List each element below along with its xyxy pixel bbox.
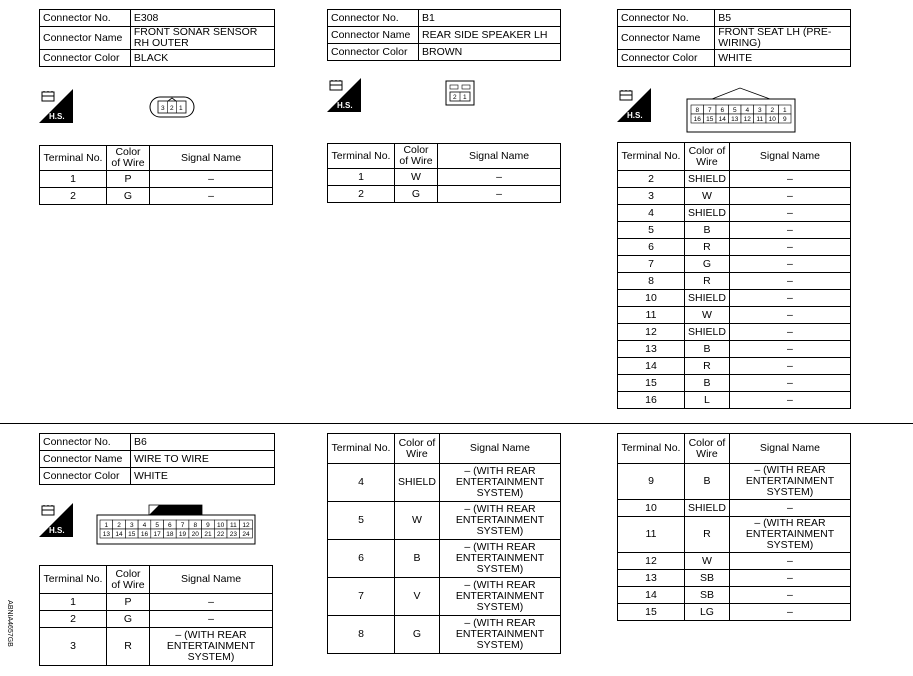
- terminal-no: 16: [618, 392, 685, 409]
- hs-label: H.S.: [49, 112, 65, 121]
- pin-label: 14: [115, 531, 123, 538]
- signal-name: – (WITH REAR ENTERTAINMENT SYSTEM): [729, 464, 850, 500]
- pin-label: 1: [782, 107, 787, 114]
- signal-name: –: [438, 186, 561, 203]
- signal-name: –: [729, 375, 850, 392]
- wire-color: L: [685, 392, 730, 409]
- terminal-table-b6: [39, 565, 273, 666]
- terminal-no: 2: [40, 611, 107, 628]
- pin-label: 2: [453, 94, 457, 101]
- terminal-no: 6: [328, 540, 395, 578]
- connector-color-value: BROWN: [419, 44, 561, 61]
- terminal-no: 4: [328, 464, 395, 502]
- table-row: [618, 517, 851, 553]
- signal-name: – (WITH REAR ENTERTAINMENT SYSTEM): [439, 578, 560, 616]
- label-connector-name: Connector Name: [40, 27, 131, 50]
- table-row: [618, 375, 851, 392]
- pin-label: 6: [168, 522, 172, 529]
- signal-name: –: [729, 171, 850, 188]
- terminal-no: 14: [618, 587, 685, 604]
- signal-name: –: [729, 604, 850, 621]
- wire-color: V: [395, 578, 440, 616]
- connector-face-b6: [96, 503, 256, 545]
- harness-side-icon: [39, 89, 73, 123]
- pin-label: 15: [706, 116, 714, 123]
- wire-color: R: [685, 517, 730, 553]
- connector-name-value: FRONT SONAR SENSOR RH OUTER: [130, 27, 274, 50]
- table-row: [40, 611, 273, 628]
- wire-color: P: [107, 171, 150, 188]
- header-color-of-wire: Color of Wire: [685, 434, 730, 464]
- header-signal-name: Signal Name: [439, 434, 560, 464]
- figure-code: ABNIA4657GB: [5, 600, 13, 647]
- table-row: [618, 587, 851, 604]
- pin-label: 21: [204, 531, 212, 538]
- signal-name: –: [729, 553, 850, 570]
- pin-label: 10: [768, 116, 776, 123]
- terminal-no: 12: [618, 324, 685, 341]
- table-row: [618, 570, 851, 587]
- terminal-no: 11: [618, 307, 685, 324]
- connector-info-e308: [39, 9, 275, 67]
- table-row: [618, 324, 851, 341]
- wire-color: R: [685, 239, 730, 256]
- terminal-no: 15: [618, 375, 685, 392]
- table-row: [40, 171, 273, 188]
- header-signal-name: Signal Name: [438, 144, 561, 169]
- pin-label: 3: [757, 107, 762, 114]
- label-connector-name: Connector Name: [328, 27, 419, 44]
- header-signal-name: Signal Name: [150, 146, 273, 171]
- terminal-no: 10: [618, 500, 685, 517]
- pin-label: 2: [170, 105, 174, 112]
- terminal-table-e308: [39, 145, 273, 205]
- signal-name: – (WITH REAR ENTERTAINMENT SYSTEM): [150, 628, 273, 666]
- signal-name: –: [729, 239, 850, 256]
- pin-label: 13: [731, 116, 739, 123]
- wire-color: R: [107, 628, 150, 666]
- table-row: [618, 358, 851, 375]
- wire-color: B: [685, 341, 730, 358]
- pin-label: 3: [161, 105, 165, 112]
- header-signal-name: Signal Name: [150, 566, 273, 594]
- wire-color: B: [685, 464, 730, 500]
- pin-label: 11: [756, 116, 764, 123]
- terminal-table-b5: [617, 142, 851, 409]
- pin-label: 3: [129, 522, 134, 529]
- wire-color: B: [685, 222, 730, 239]
- wire-color: W: [685, 307, 730, 324]
- hs-label: H.S.: [49, 526, 65, 535]
- header-color-of-wire: Color of Wire: [395, 144, 438, 169]
- header-signal-name: Signal Name: [729, 143, 850, 171]
- pin-label: 9: [206, 522, 210, 529]
- pin-label: 1: [463, 94, 467, 101]
- pin-label: 18: [166, 531, 174, 538]
- connector-no-value: B5: [715, 10, 851, 27]
- wire-color: W: [395, 169, 438, 186]
- table-row: [618, 307, 851, 324]
- table-row: [618, 290, 851, 307]
- wire-color: SHIELD: [395, 464, 440, 502]
- table-row: [618, 273, 851, 290]
- wire-color: G: [107, 188, 150, 205]
- wire-color: R: [685, 358, 730, 375]
- wire-color: SHIELD: [685, 171, 730, 188]
- table-row: [40, 188, 273, 205]
- pin-label: 5: [155, 522, 159, 529]
- signal-name: –: [729, 222, 850, 239]
- terminal-no: 13: [618, 341, 685, 358]
- signal-name: – (WITH REAR ENTERTAINMENT SYSTEM): [439, 464, 560, 502]
- signal-name: –: [729, 570, 850, 587]
- header-color-of-wire: Color of Wire: [395, 434, 440, 464]
- pin-label: 17: [153, 531, 161, 538]
- connector-name-value: FRONT SEAT LH (PRE-WIRING): [715, 27, 851, 50]
- signal-name: –: [729, 587, 850, 604]
- label-connector-name: Connector Name: [618, 27, 715, 50]
- wire-color: G: [685, 256, 730, 273]
- terminal-no: 1: [40, 594, 107, 611]
- table-row: [618, 464, 851, 500]
- label-connector-color: Connector Color: [328, 44, 419, 61]
- table-row: [328, 502, 561, 540]
- table-row: [328, 540, 561, 578]
- pin-label: 7: [707, 107, 712, 114]
- terminal-no: 14: [618, 358, 685, 375]
- wire-color: SB: [685, 570, 730, 587]
- connector-face-b1: [445, 80, 475, 106]
- signal-name: – (WITH REAR ENTERTAINMENT SYSTEM): [439, 502, 560, 540]
- wire-color: B: [685, 375, 730, 392]
- table-row: [618, 222, 851, 239]
- terminal-no: 4: [618, 205, 685, 222]
- hs-label: H.S.: [337, 101, 353, 110]
- table-row: [328, 186, 561, 203]
- terminal-no: 7: [618, 256, 685, 273]
- pin-label: 23: [229, 531, 237, 538]
- label-connector-no: Connector No.: [40, 434, 131, 451]
- pin-label: 15: [128, 531, 136, 538]
- terminal-no: 1: [40, 171, 107, 188]
- table-row: [328, 578, 561, 616]
- wire-color: B: [395, 540, 440, 578]
- wire-color: SHIELD: [685, 324, 730, 341]
- connector-name-value: WIRE TO WIRE: [131, 451, 275, 468]
- hs-label: H.S.: [627, 111, 643, 120]
- pin-label: 16: [693, 116, 701, 123]
- pin-label: 4: [142, 522, 147, 529]
- wire-color: W: [685, 553, 730, 570]
- wire-color: W: [395, 502, 440, 540]
- pin-label: 2: [117, 522, 121, 529]
- table-row: [40, 628, 273, 666]
- label-connector-color: Connector Color: [618, 50, 715, 67]
- signal-name: –: [729, 188, 850, 205]
- table-row: [618, 500, 851, 517]
- wire-color: SHIELD: [685, 500, 730, 517]
- header-terminal-no: Terminal No.: [618, 434, 685, 464]
- terminal-no: 2: [40, 188, 107, 205]
- header-terminal-no: Terminal No.: [328, 144, 395, 169]
- pin-label: 2: [770, 107, 775, 114]
- terminal-no: 1: [328, 169, 395, 186]
- section-divider: [0, 423, 913, 424]
- pin-label: 16: [140, 531, 149, 538]
- terminal-no: 5: [618, 222, 685, 239]
- terminal-no: 3: [40, 628, 107, 666]
- wire-color: G: [107, 611, 150, 628]
- connector-face-e308: [148, 95, 196, 119]
- pin-label: 8: [193, 522, 198, 529]
- harness-side-icon: [617, 88, 651, 122]
- pin-label: 1: [104, 522, 109, 529]
- signal-name: –: [729, 358, 850, 375]
- header-color-of-wire: Color of Wire: [685, 143, 730, 171]
- table-row: [618, 188, 851, 205]
- pin-label: 10: [217, 522, 225, 529]
- signal-name: –: [729, 307, 850, 324]
- signal-name: –: [729, 205, 850, 222]
- header-terminal-no: Terminal No.: [328, 434, 395, 464]
- pin-label: 8: [695, 107, 700, 114]
- harness-side-icon: [327, 78, 361, 112]
- terminal-no: 13: [618, 570, 685, 587]
- wire-color: SHIELD: [685, 205, 730, 222]
- table-row: [328, 464, 561, 502]
- table-row: [618, 205, 851, 222]
- header-terminal-no: Terminal No.: [618, 143, 685, 171]
- connector-info-b5: [617, 9, 851, 67]
- table-row: [618, 256, 851, 273]
- table-row: [618, 604, 851, 621]
- pin-label: 9: [782, 116, 787, 123]
- header-terminal-no: Terminal No.: [40, 566, 107, 594]
- wire-color: SB: [685, 587, 730, 604]
- terminal-no: 8: [328, 616, 395, 654]
- signal-name: –: [150, 171, 273, 188]
- pin-label: 12: [242, 522, 250, 529]
- pin-label: 11: [229, 522, 237, 529]
- signal-name: –: [729, 256, 850, 273]
- connector-color-value: WHITE: [715, 50, 851, 67]
- connector-face-b5: [686, 87, 796, 133]
- terminal-table-b6-cont-1: [327, 433, 561, 654]
- signal-name: –: [729, 290, 850, 307]
- pin-label: 12: [743, 116, 751, 123]
- wire-color: P: [107, 594, 150, 611]
- label-connector-color: Connector Color: [40, 50, 131, 67]
- signal-name: –: [729, 324, 850, 341]
- table-row: [618, 392, 851, 409]
- terminal-no: 10: [618, 290, 685, 307]
- harness-side-icon: [39, 503, 73, 537]
- terminal-no: 12: [618, 553, 685, 570]
- signal-name: –: [150, 594, 273, 611]
- table-row: [618, 239, 851, 256]
- pin-label: 6: [720, 107, 725, 114]
- label-connector-no: Connector No.: [328, 10, 419, 27]
- pin-label: 24: [242, 531, 250, 538]
- connector-info-b6: [39, 433, 275, 485]
- terminal-no: 7: [328, 578, 395, 616]
- connector-name-value: REAR SIDE SPEAKER LH: [419, 27, 561, 44]
- label-connector-no: Connector No.: [618, 10, 715, 27]
- header-terminal-no: Terminal No.: [40, 146, 107, 171]
- terminal-no: 9: [618, 464, 685, 500]
- connector-info-b1: [327, 9, 561, 61]
- terminal-no: 2: [328, 186, 395, 203]
- wire-color: W: [685, 188, 730, 205]
- header-signal-name: Signal Name: [729, 434, 850, 464]
- wire-color: LG: [685, 604, 730, 621]
- table-row: [328, 169, 561, 186]
- terminal-no: 11: [618, 517, 685, 553]
- table-row: [618, 553, 851, 570]
- wire-color: R: [685, 273, 730, 290]
- pin-label: 7: [180, 522, 185, 529]
- connector-color-value: WHITE: [131, 468, 275, 485]
- pin-label: 22: [217, 531, 225, 538]
- header-color-of-wire: Color of Wire: [107, 146, 150, 171]
- header-color-of-wire: Color of Wire: [107, 566, 150, 594]
- terminal-no: 2: [618, 171, 685, 188]
- pin-label: 4: [745, 107, 750, 114]
- connector-no-value: B1: [419, 10, 561, 27]
- signal-name: – (WITH REAR ENTERTAINMENT SYSTEM): [439, 540, 560, 578]
- signal-name: –: [729, 341, 850, 358]
- table-row: [328, 616, 561, 654]
- pin-label: 19: [178, 531, 187, 538]
- wire-color: G: [395, 186, 438, 203]
- terminal-no: 3: [618, 188, 685, 205]
- table-row: [618, 171, 851, 188]
- table-row: [618, 341, 851, 358]
- pin-label: 5: [732, 107, 737, 114]
- connector-no-value: E308: [130, 10, 274, 27]
- signal-name: –: [438, 169, 561, 186]
- connector-no-value: B6: [131, 434, 275, 451]
- terminal-no: 8: [618, 273, 685, 290]
- pin-label: 1: [179, 105, 183, 112]
- signal-name: –: [729, 392, 850, 409]
- signal-name: – (WITH REAR ENTERTAINMENT SYSTEM): [439, 616, 560, 654]
- wire-color: G: [395, 616, 440, 654]
- label-connector-no: Connector No.: [40, 10, 131, 27]
- terminal-table-b1: [327, 143, 561, 203]
- signal-name: –: [729, 500, 850, 517]
- table-row: [40, 594, 273, 611]
- signal-name: –: [150, 188, 273, 205]
- signal-name: –: [729, 273, 850, 290]
- terminal-no: 5: [328, 502, 395, 540]
- terminal-no: 15: [618, 604, 685, 621]
- terminal-table-b6-cont-2: [617, 433, 851, 621]
- pin-label: 20: [191, 531, 199, 538]
- pin-label: 14: [718, 116, 726, 123]
- signal-name: – (WITH REAR ENTERTAINMENT SYSTEM): [729, 517, 850, 553]
- pin-label: 13: [102, 531, 110, 538]
- connector-color-value: BLACK: [130, 50, 274, 67]
- terminal-no: 6: [618, 239, 685, 256]
- label-connector-color: Connector Color: [40, 468, 131, 485]
- label-connector-name: Connector Name: [40, 451, 131, 468]
- signal-name: –: [150, 611, 273, 628]
- wire-color: SHIELD: [685, 290, 730, 307]
